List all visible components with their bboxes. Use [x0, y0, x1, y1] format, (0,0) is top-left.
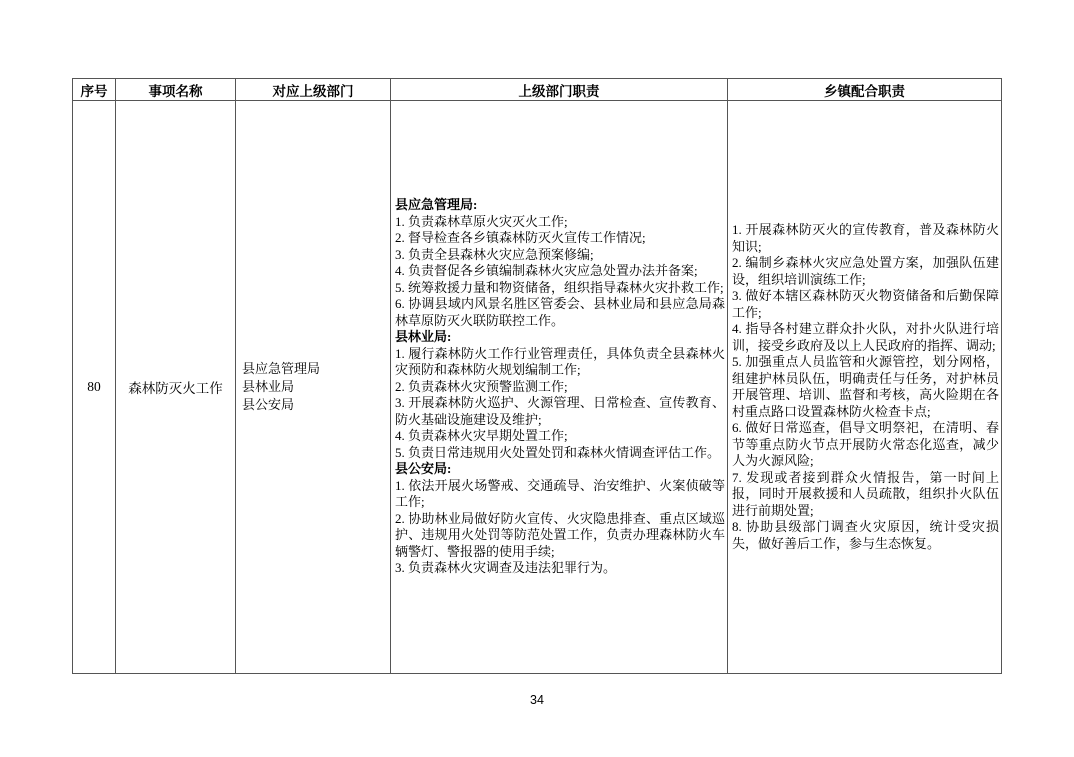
duty-table — [72, 78, 1002, 674]
cell-departments — [236, 101, 391, 674]
duty-item: 5. 加强重点人员监管和火源管控，划分网格，组建护林员队伍，明确责任与任务，对护林员开展管理、培训、监督和考核，高火险期在各村重点路口设置森林防火检查卡点; — [732, 354, 999, 419]
duty-item: 4. 指导各村建立群众扑火队，对扑火队进行培训，接受乡政府及以上人民政府的指挥、调动; — [732, 321, 999, 353]
duty-item: 5. 负责日常违规用火处置处罚和森林火情调查评估工作。 — [395, 444, 721, 460]
department-name: 县林业局 — [242, 379, 295, 394]
duty-item: 4. 负责森林火灾早期处置工作; — [395, 428, 568, 444]
duty-item: 4. 负责督促各乡镇编制森林火灾应急处置办法并备案; — [395, 263, 698, 279]
township-duties-list — [732, 222, 999, 552]
department-name: 县应急管理局 — [242, 361, 321, 376]
duty-item: 1. 开展森林防灭火的宣传教育，普及森林防火知识; — [732, 222, 999, 254]
cell-seq: 80 — [73, 101, 116, 674]
duty-item: 2. 协助林业局做好防火宣传、火灾隐患排查、重点区域巡护、违规用火处罚等防范处置工作，负责办理森林防火车辆警灯、警报器的使用手续; — [395, 510, 725, 559]
duty-item: 2. 负责森林火灾预警监测工作; — [395, 378, 568, 394]
department-name: 县公安局 — [242, 397, 295, 412]
superior-duties-list — [395, 197, 725, 577]
duty-item: 1. 依法开展火场警戒、交通疏导、治安维护、火案侦破等工作; — [395, 477, 725, 510]
header-item-name: 事项名称 — [116, 79, 236, 101]
duty-item: 3. 做好本辖区森林防灭火物资储备和后勤保障工作; — [732, 288, 999, 320]
departments-list — [242, 360, 388, 414]
department-heading: 县公安局: — [395, 461, 452, 477]
duty-item: 1. 履行森林防火工作行业管理责任，具体负责全县森林火灾预防和森林防火规划编制工作; — [395, 345, 725, 378]
duty-item: 6. 协调县域内风景名胜区管委会、县林业局和县应急局森林草原防灭火联防联控工作。 — [395, 296, 725, 328]
duty-item: 3. 开展森林防火巡护、火源管理、日常检查、宣传教育、防火基础设施建设及维护; — [395, 395, 725, 427]
header-superior-duties: 上级部门职责 — [391, 79, 728, 101]
cell-township-duties — [728, 101, 1002, 674]
duty-item: 8. 协助县级部门调查火灾原因，统计受灾损失，做好善后工作，参与生态恢复。 — [732, 519, 999, 551]
duty-item: 5. 统筹救援力量和物资储备，组织指导森林火灾扑救工作; — [395, 279, 724, 295]
duty-item: 3. 负责森林火灾调查及违法犯罪行为。 — [395, 560, 617, 576]
duty-item: 6. 做好日常巡查，倡导文明祭祀，在清明、春节等重点防火节点开展防火常态化巡查，减少人为火源风险; — [732, 420, 999, 468]
header-township-duties: 乡镇配合职责 — [728, 79, 1002, 101]
department-heading: 县应急管理局: — [395, 197, 478, 213]
table-row — [73, 101, 1002, 674]
duty-item: 2. 督导检查各乡镇森林防灭火宣传工作情况; — [395, 230, 646, 246]
table-header-row — [73, 79, 1002, 101]
header-seq: 序号 — [73, 79, 116, 101]
cell-superior-duties — [391, 101, 728, 674]
page-number: 34 — [530, 693, 544, 707]
duty-item: 3. 负责全县森林火灾应急预案修编; — [395, 246, 594, 262]
header-superior-department: 对应上级部门 — [236, 79, 391, 101]
duty-item: 1. 负责森林草原火灾灭火工作; — [395, 213, 568, 229]
department-heading: 县林业局: — [395, 329, 452, 345]
duty-item: 7. 发现或者接到群众火情报告，第一时间上报，同时开展救援和人员疏散，组织扑火队伍进行前期处置; — [732, 469, 999, 518]
cell-item-name: 森林防灭火工作 — [116, 101, 236, 674]
duty-item: 2. 编制乡森林火灾应急处置方案，加强队伍建设，组织培训演练工作; — [732, 255, 999, 287]
